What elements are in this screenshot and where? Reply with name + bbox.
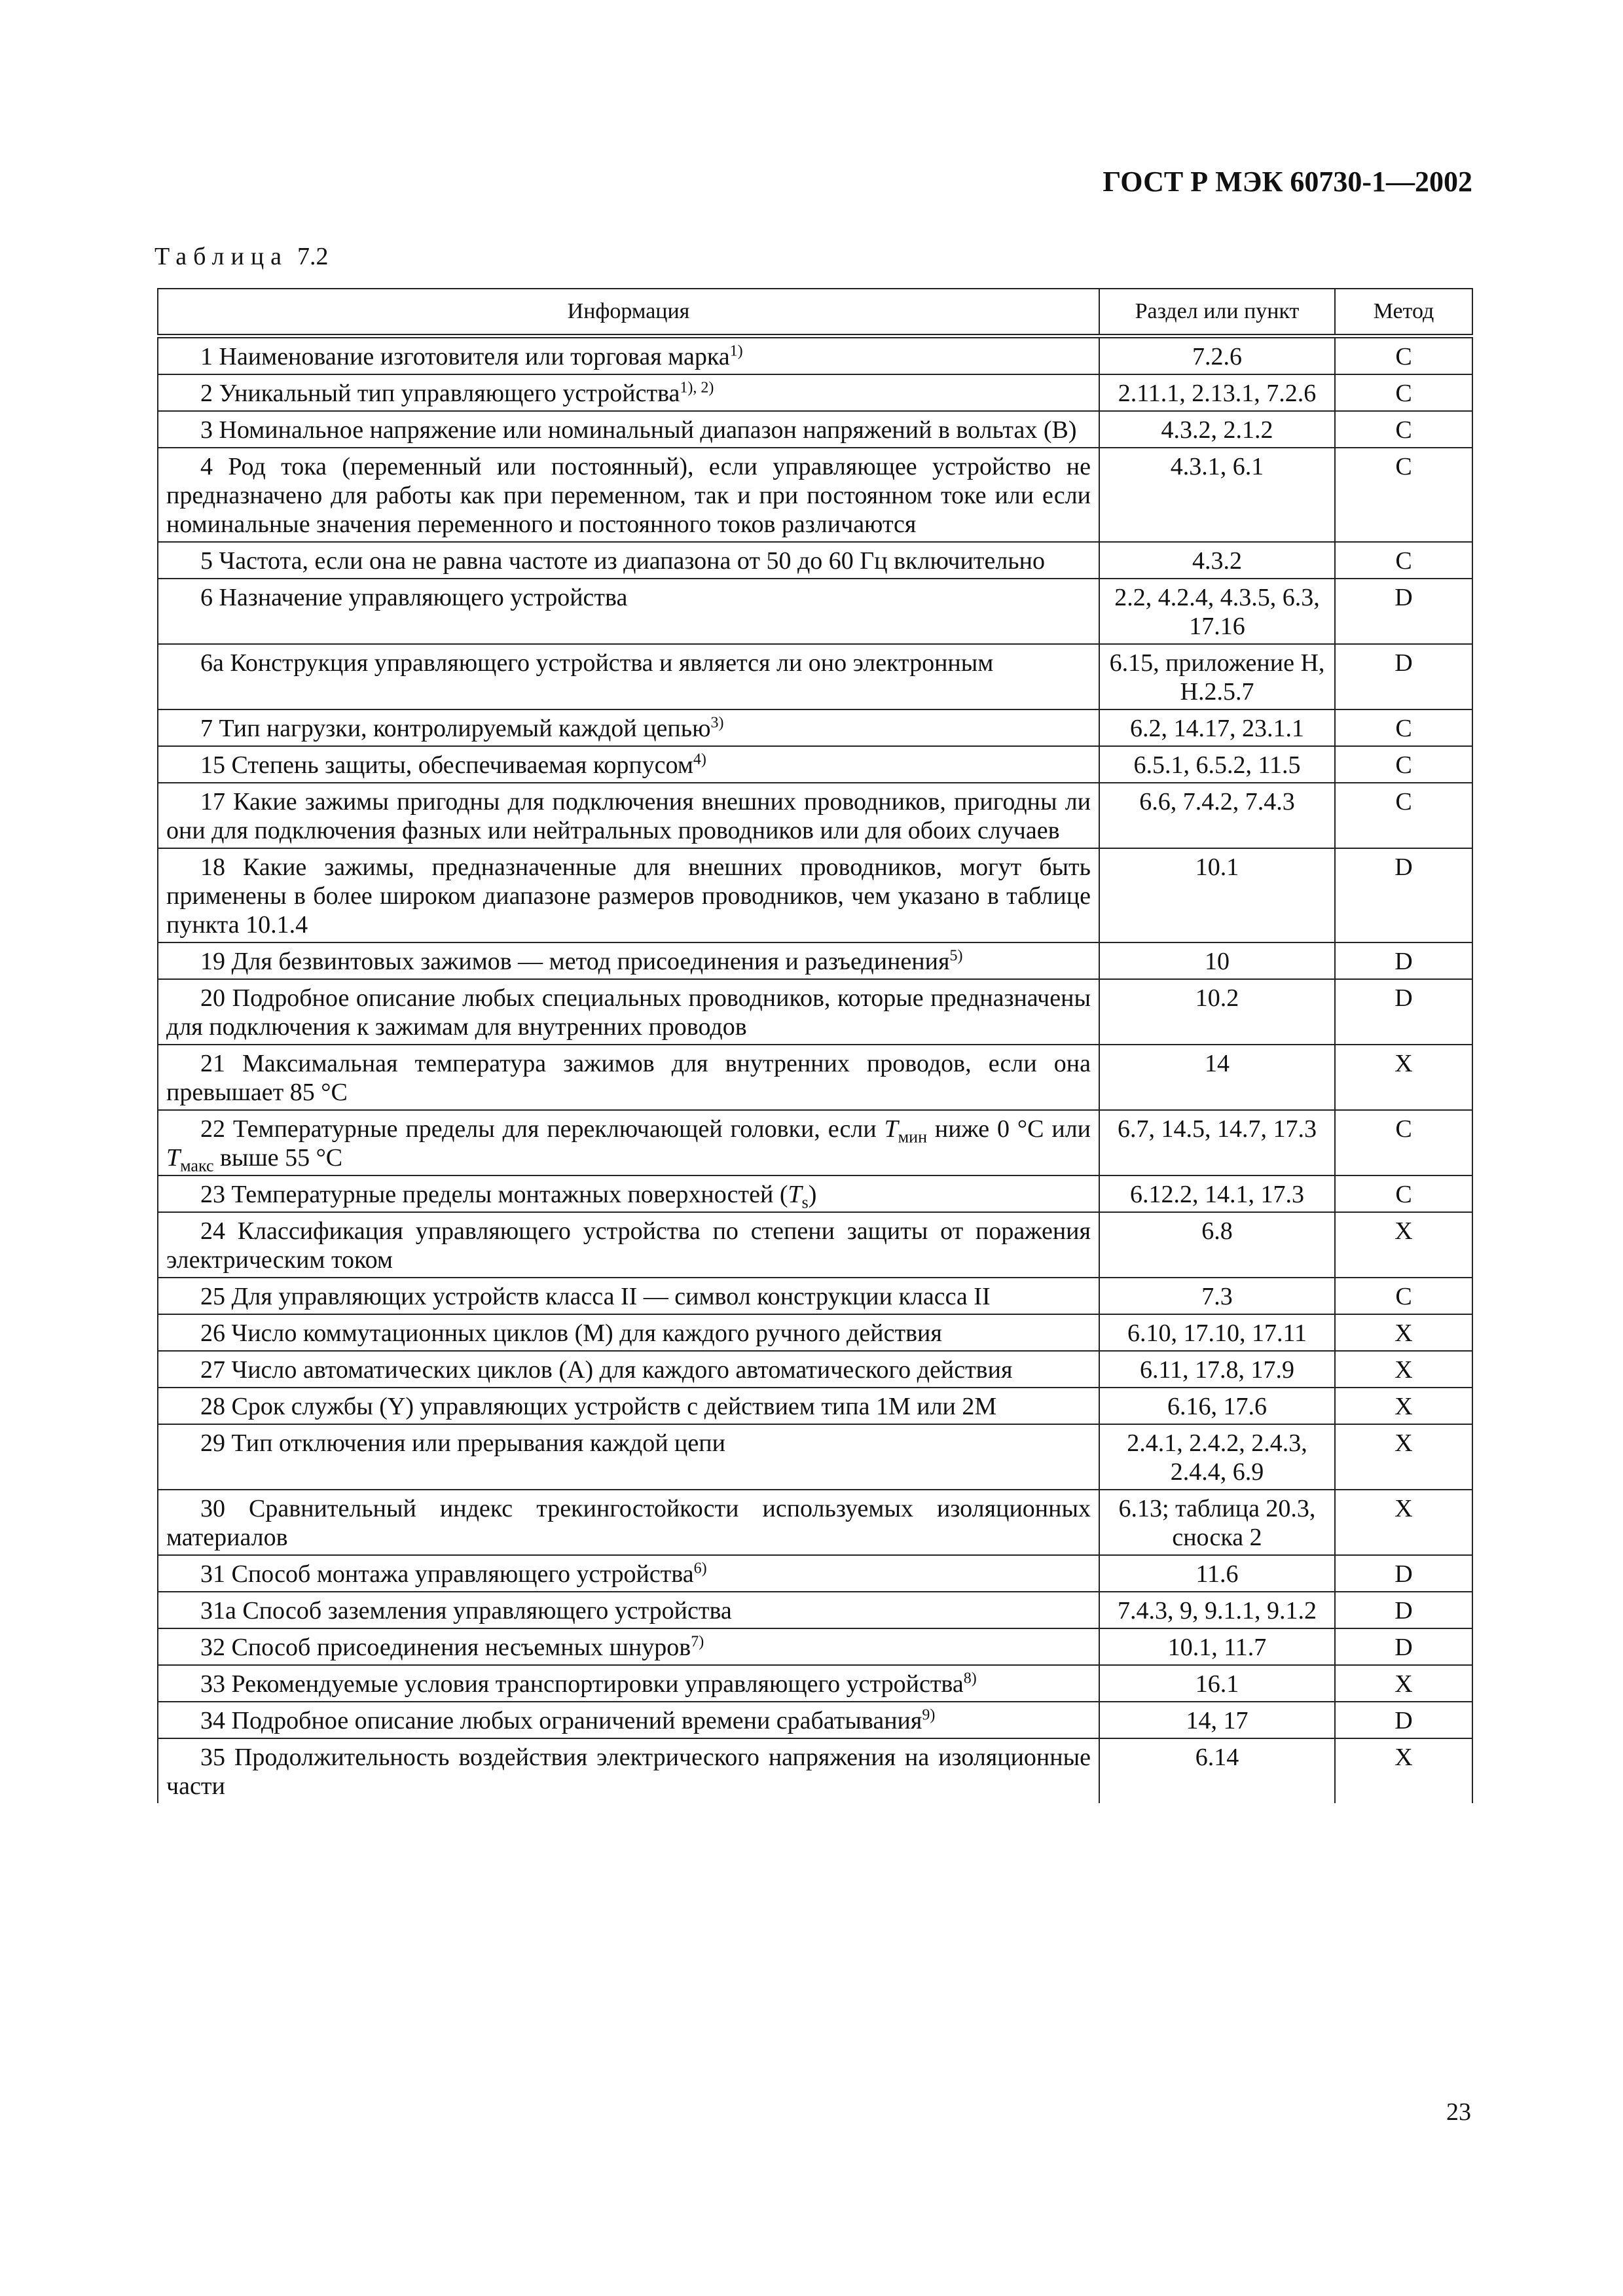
row-info <box>158 1424 1099 1490</box>
row-section: 10.2 <box>1099 979 1335 1045</box>
row-method: D <box>1335 1592 1472 1628</box>
page-number: 23 <box>1446 2098 1471 2126</box>
row-info-text: 30 Сравнительный индекс трекингостойкости используемых изоляционных материалов <box>166 1495 1091 1551</box>
table-row <box>158 374 1472 411</box>
row-section: 2.4.1, 2.4.2, 2.4.3, 2.4.4, 6.9 <box>1099 1424 1335 1490</box>
row-section: 6.16, 17.6 <box>1099 1388 1335 1424</box>
table-row <box>158 579 1472 644</box>
row-section: 4.3.2, 2.1.2 <box>1099 411 1335 448</box>
row-info <box>158 1555 1099 1592</box>
table-row <box>158 1212 1472 1278</box>
row-info-text: 34 Подробное описание любых ограничений времени срабатывания <box>200 1707 922 1734</box>
row-info <box>158 644 1099 709</box>
row-method: D <box>1335 1555 1472 1592</box>
row-info <box>158 1592 1099 1628</box>
symbol-t: T <box>884 1115 898 1143</box>
symbol-t: T <box>166 1144 181 1172</box>
row-section: 6.6, 7.4.2, 7.4.3 <box>1099 783 1335 848</box>
row-method: C <box>1335 709 1472 746</box>
row-info-text: 24 Классификация управляющего устройства по степени защиты от поражения электрическим током <box>166 1217 1091 1274</box>
row-info-text: 6 Назначение управляющего устройства <box>200 584 628 611</box>
row-section: 4.3.1, 6.1 <box>1099 448 1335 542</box>
row-info-text: 2 Уникальный тип управляющего устройства <box>200 380 680 407</box>
table-row <box>158 542 1472 579</box>
table-row <box>158 1045 1472 1110</box>
row-section: 6.13; таблица 20.3, сноска 2 <box>1099 1490 1335 1555</box>
row-info <box>158 1388 1099 1424</box>
table-row <box>158 1110 1472 1175</box>
row-method: X <box>1335 1351 1472 1388</box>
footnote-ref: 5) <box>949 947 963 965</box>
row-info <box>158 1278 1099 1314</box>
row-info-text: 31 Способ монтажа управляющего устройства <box>200 1560 694 1588</box>
table-row <box>158 848 1472 942</box>
row-section: 2.11.1, 2.13.1, 7.2.6 <box>1099 374 1335 411</box>
row-info <box>158 1110 1099 1175</box>
row-section: 6.15, приложение Н, Н.2.5.7 <box>1099 644 1335 709</box>
row-info-text: 26 Число коммутационных циклов (М) для каждого ручного действия <box>200 1319 942 1347</box>
row-info-text: 22 Температурные пределы для переключающей головки, если <box>200 1115 884 1143</box>
row-info-text: 33 Рекомендуемые условия транспортировки управляющего устройства <box>200 1670 964 1698</box>
table-row <box>158 783 1472 848</box>
row-info <box>158 783 1099 848</box>
document-header: ГОСТ Р МЭК 60730-1—2002 <box>1103 166 1472 198</box>
row-info-text: 28 Срок службы (Y) управляющих устройств с действием типа 1М или 2М <box>200 1393 997 1420</box>
footnote-ref: 7) <box>691 1633 704 1651</box>
row-info <box>158 1628 1099 1665</box>
table-row <box>158 1424 1472 1490</box>
row-method: D <box>1335 1628 1472 1665</box>
row-section: 7.3 <box>1099 1278 1335 1314</box>
row-section: 11.6 <box>1099 1555 1335 1592</box>
row-info <box>158 1045 1099 1110</box>
row-info-text: 20 Подробное описание любых специальных проводников, которые предназначены для подключения к зажимам для внутренних проводов <box>166 984 1091 1041</box>
row-info <box>158 1490 1099 1555</box>
symbol-subscript: макс <box>180 1156 214 1175</box>
row-info-text: 1 Наименование изготовителя или торговая марка <box>200 343 730 370</box>
row-method: X <box>1335 1738 1472 1803</box>
table-row <box>158 1665 1472 1702</box>
row-section: 4.3.2 <box>1099 542 1335 579</box>
row-info-text: 5 Частота, если она не равна частоте из диапазона от 50 до 60 Гц включительно <box>200 547 1045 575</box>
row-method: C <box>1335 411 1472 448</box>
row-info <box>158 1665 1099 1702</box>
row-info-text: 6а Конструкция управляющего устройства и является ли оно электронным <box>200 649 994 677</box>
row-method: D <box>1335 979 1472 1045</box>
row-info-text: ниже 0 °С или <box>926 1115 1091 1143</box>
footnote-ref: 8) <box>963 1670 977 1687</box>
table-row <box>158 336 1472 375</box>
table-row <box>158 1388 1472 1424</box>
table-row <box>158 942 1472 979</box>
table-row <box>158 644 1472 709</box>
row-method: C <box>1335 783 1472 848</box>
row-method: X <box>1335 1045 1472 1110</box>
row-info-text: 7 Тип нагрузки, контролируемый каждой цепью <box>200 715 711 742</box>
row-method: X <box>1335 1314 1472 1351</box>
row-info-text: 29 Тип отключения или прерывания каждой цепи <box>200 1429 725 1457</box>
table-header-row <box>158 289 1472 336</box>
row-method: X <box>1335 1665 1472 1702</box>
row-method: C <box>1335 1278 1472 1314</box>
row-info <box>158 579 1099 644</box>
row-info-text: 3 Номинальное напряжение или номинальный диапазон напряжений в вольтах (В) <box>200 416 1077 444</box>
row-info <box>158 709 1099 746</box>
row-info-text: 25 Для управляющих устройств класса II — символ конструкции класса II <box>200 1283 991 1310</box>
row-method: C <box>1335 448 1472 542</box>
table-row <box>158 1175 1472 1212</box>
row-method: C <box>1335 1175 1472 1212</box>
row-method: X <box>1335 1490 1472 1555</box>
row-method: X <box>1335 1388 1472 1424</box>
row-section: 14, 17 <box>1099 1702 1335 1738</box>
symbol-t: T <box>788 1181 802 1208</box>
row-section: 14 <box>1099 1045 1335 1110</box>
row-section: 6.11, 17.8, 17.9 <box>1099 1351 1335 1388</box>
table-row <box>158 1351 1472 1388</box>
row-info-text: 17 Какие зажимы пригодны для подключения внешних проводников, пригодны ли они для подключения фазных или нейтральных проводников или для обоих случаев <box>166 788 1091 844</box>
row-method: X <box>1335 1424 1472 1490</box>
row-info <box>158 942 1099 979</box>
table-row <box>158 1555 1472 1592</box>
row-info-text: 35 Продолжительность воздействия электрического напряжения на изоляционные части <box>166 1744 1091 1800</box>
row-info <box>158 542 1099 579</box>
header-section: Раздел или пункт <box>1099 289 1335 336</box>
row-info <box>158 1738 1099 1803</box>
row-section: 6.7, 14.5, 14.7, 17.3 <box>1099 1110 1335 1175</box>
row-info <box>158 1351 1099 1388</box>
table-row <box>158 746 1472 783</box>
footnote-ref: 1) <box>729 342 743 360</box>
row-method: X <box>1335 1212 1472 1278</box>
row-info <box>158 848 1099 942</box>
row-section: 6.5.1, 6.5.2, 11.5 <box>1099 746 1335 783</box>
row-info-text: 19 Для безвинтовых зажимов — метод присоединения и разъединения <box>200 948 950 975</box>
row-info <box>158 336 1099 375</box>
info-table <box>157 288 1473 1803</box>
row-info-text: 23 Температурные пределы монтажных поверхностей ( <box>200 1181 788 1208</box>
table-body <box>158 336 1472 1804</box>
row-info-text: 4 Род тока (переменный или постоянный), если управляющее устройство не предназначено для работы как при переменном, так и при постоянном токе или если номинальные значения переменного и постоянного токов различаются <box>166 453 1091 538</box>
row-section: 6.12.2, 14.1, 17.3 <box>1099 1175 1335 1212</box>
row-info <box>158 1702 1099 1738</box>
table-row <box>158 1278 1472 1314</box>
table-row <box>158 1490 1472 1555</box>
table-row <box>158 448 1472 542</box>
table-row <box>158 1738 1472 1803</box>
row-info-text: 31а Способ заземления управляющего устройства <box>200 1597 732 1624</box>
row-section: 6.8 <box>1099 1212 1335 1278</box>
row-method: C <box>1335 542 1472 579</box>
row-section: 10.1 <box>1099 848 1335 942</box>
row-section: 10 <box>1099 942 1335 979</box>
table-caption <box>155 242 329 271</box>
row-method: C <box>1335 336 1472 375</box>
row-section: 6.14 <box>1099 1738 1335 1803</box>
header-info: Информация <box>158 289 1099 336</box>
footnote-ref: 4) <box>693 751 706 768</box>
row-method: D <box>1335 848 1472 942</box>
row-method: C <box>1335 1110 1472 1175</box>
row-method: C <box>1335 746 1472 783</box>
row-info <box>158 448 1099 542</box>
table-row <box>158 709 1472 746</box>
row-section: 16.1 <box>1099 1665 1335 1702</box>
row-method: D <box>1335 579 1472 644</box>
row-info <box>158 979 1099 1045</box>
table-row <box>158 1314 1472 1351</box>
row-section: 6.10, 17.10, 17.11 <box>1099 1314 1335 1351</box>
row-section: 6.2, 14.17, 23.1.1 <box>1099 709 1335 746</box>
table-row <box>158 1592 1472 1628</box>
footnote-ref: 1), 2) <box>680 379 714 397</box>
symbol-subscript: мин <box>898 1127 927 1147</box>
header-method: Метод <box>1335 289 1472 336</box>
table-row <box>158 1628 1472 1665</box>
row-method: D <box>1335 1702 1472 1738</box>
row-method: D <box>1335 942 1472 979</box>
table-caption-number: 7.2 <box>297 243 329 270</box>
symbol-subscript: s <box>801 1193 809 1212</box>
row-section: 7.4.3, 9, 9.1.1, 9.1.2 <box>1099 1592 1335 1628</box>
table-row <box>158 411 1472 448</box>
row-info <box>158 411 1099 448</box>
row-method: C <box>1335 374 1472 411</box>
row-method: D <box>1335 644 1472 709</box>
table-caption-word: Таблица <box>155 243 289 270</box>
row-info-text: 21 Максимальная температура зажимов для внутренних проводов, если она превышает 85 °С <box>166 1050 1091 1106</box>
row-info <box>158 374 1099 411</box>
row-info-text: 18 Какие зажимы, предназначенные для внешних проводников, могут быть применены в более широком диапазоне размеров проводников, чем указано в таблице пункта 10.1.4 <box>166 853 1091 939</box>
row-info <box>158 1212 1099 1278</box>
row-info <box>158 1175 1099 1212</box>
row-info-text: 32 Способ присоединения несъемных шнуров <box>200 1634 691 1661</box>
footnote-ref: 9) <box>922 1706 936 1724</box>
row-section: 10.1, 11.7 <box>1099 1628 1335 1665</box>
row-section: 2.2, 4.2.4, 4.3.5, 6.3, 17.16 <box>1099 579 1335 644</box>
row-info-text: 15 Степень защиты, обеспечиваемая корпусом <box>200 751 693 779</box>
table-row <box>158 979 1472 1045</box>
row-info <box>158 1314 1099 1351</box>
row-info-text: 27 Число автоматических циклов (А) для каждого автоматического действия <box>200 1356 1013 1384</box>
footnote-ref: 6) <box>693 1560 707 1577</box>
row-info-text: выше 55 °С <box>213 1144 343 1172</box>
row-info-text: ) <box>808 1181 817 1208</box>
footnote-ref: 3) <box>710 714 724 732</box>
table-row <box>158 1702 1472 1738</box>
row-info <box>158 746 1099 783</box>
row-section: 7.2.6 <box>1099 336 1335 375</box>
